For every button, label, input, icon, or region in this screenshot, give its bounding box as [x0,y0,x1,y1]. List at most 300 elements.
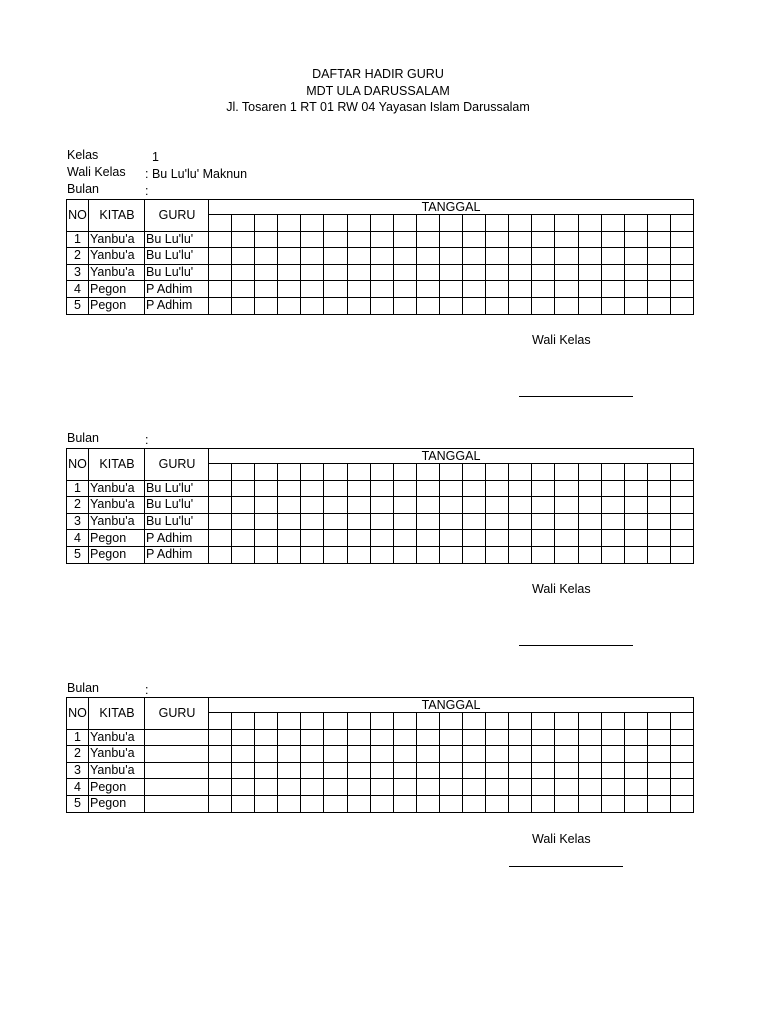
date-header-cell [347,215,370,232]
date-header-cell [255,215,278,232]
attendance-cell [578,746,601,763]
attendance-cell [486,231,509,248]
row-guru [145,779,209,796]
attendance-cell [555,546,578,563]
date-header-cell [393,215,416,232]
date-header-cell [463,713,486,730]
attendance-cell [347,281,370,298]
row-number: 4 [67,281,89,298]
attendance-cell [624,264,647,281]
attendance-cell [393,480,416,497]
attendance-cell [209,530,232,547]
attendance-cell [301,513,324,530]
attendance-cell [463,231,486,248]
attendance-cell [209,281,232,298]
date-header-cell [232,713,255,730]
attendance-cell [393,729,416,746]
attendance-cell [255,480,278,497]
attendance-cell [209,546,232,563]
attendance-cell [555,779,578,796]
attendance-cell [509,729,532,746]
column-header-kitab: KITAB [89,698,145,730]
attendance-cell [278,264,301,281]
attendance-cell [624,530,647,547]
attendance-cell [370,546,393,563]
attendance-cell [578,231,601,248]
attendance-cell [232,795,255,812]
attendance-cell [463,281,486,298]
header-row [67,449,694,464]
attendance-cell [347,546,370,563]
date-header-cell [301,464,324,481]
date-header-cell [555,713,578,730]
bulan-colon: : [145,683,149,697]
row-guru: Bu Lu'lu' [145,497,209,514]
attendance-cell [555,231,578,248]
row-guru: P Adhim [145,281,209,298]
attendance-cell [301,779,324,796]
row-kitab: Pegon [89,779,145,796]
signature-line [519,396,633,397]
table-row [67,779,694,796]
date-header-cell [278,215,301,232]
attendance-cell [439,231,462,248]
attendance-cell [532,297,555,314]
date-header-cell [463,215,486,232]
row-guru [145,795,209,812]
attendance-cell [647,779,670,796]
attendance-cell [324,729,347,746]
attendance-cell [601,795,624,812]
attendance-cell [439,281,462,298]
row-number: 3 [67,264,89,281]
attendance-cell [278,546,301,563]
date-header-cell [486,464,509,481]
attendance-cell [232,530,255,547]
attendance-cell [463,513,486,530]
date-header-cell [393,713,416,730]
attendance-cell [647,795,670,812]
attendance-cell [232,513,255,530]
attendance-cell [324,281,347,298]
date-header-cell [486,713,509,730]
attendance-cell [601,231,624,248]
attendance-cell [509,297,532,314]
attendance-cell [278,762,301,779]
attendance-cell [509,546,532,563]
attendance-cell [624,746,647,763]
date-header-cell [370,464,393,481]
attendance-cell [670,513,693,530]
attendance-cell [509,513,532,530]
attendance-cell [416,231,439,248]
row-kitab: Pegon [89,281,145,298]
date-header-cell [209,215,232,232]
attendance-cell [393,231,416,248]
attendance-cell [509,281,532,298]
attendance-cell [301,264,324,281]
attendance-cell [370,297,393,314]
attendance-cell [393,746,416,763]
attendance-cell [370,264,393,281]
attendance-cell [301,480,324,497]
attendance-cell [601,762,624,779]
row-guru: P Adhim [145,530,209,547]
row-kitab: Pegon [89,546,145,563]
row-kitab: Yanbu'a [89,248,145,265]
attendance-cell [578,513,601,530]
attendance-cell [370,497,393,514]
attendance-cell [393,513,416,530]
attendance-cell [555,513,578,530]
attendance-cell [278,231,301,248]
attendance-cell [301,746,324,763]
attendance-cell [232,729,255,746]
date-header-cell [463,464,486,481]
attendance-cell [347,264,370,281]
attendance-cell [439,264,462,281]
attendance-cell [255,779,278,796]
attendance-cell [486,530,509,547]
attendance-cell [416,513,439,530]
attendance-cell [486,513,509,530]
attendance-cell [278,729,301,746]
attendance-cell [532,746,555,763]
attendance-cell [209,231,232,248]
attendance-cell [463,264,486,281]
document-heading [0,66,756,116]
row-number: 1 [67,231,89,248]
bulan-label: Bulan [67,681,99,695]
date-header-cell [670,215,693,232]
attendance-cell [209,795,232,812]
attendance-cell [578,248,601,265]
attendance-cell [209,248,232,265]
date-header-cell [324,713,347,730]
attendance-cell [232,231,255,248]
row-guru [145,729,209,746]
row-kitab: Yanbu'a [89,264,145,281]
attendance-cell [601,297,624,314]
attendance-cell [416,297,439,314]
attendance-cell [209,746,232,763]
table-row [67,264,694,281]
row-guru: P Adhim [145,546,209,563]
attendance-cell [324,530,347,547]
attendance-cell [624,729,647,746]
attendance-cell [416,746,439,763]
attendance-cell [601,530,624,547]
attendance-cell [486,480,509,497]
attendance-cell [463,497,486,514]
attendance-cell [232,281,255,298]
attendance-cell [647,248,670,265]
attendance-cell [509,795,532,812]
attendance-cell [601,546,624,563]
attendance-cell [509,746,532,763]
row-guru: Bu Lu'lu' [145,480,209,497]
date-header-cell [347,464,370,481]
date-header-cell [509,464,532,481]
date-header-cell [601,215,624,232]
attendance-cell [670,248,693,265]
row-kitab: Yanbu'a [89,729,145,746]
attendance-cell [301,530,324,547]
date-header-cell [393,464,416,481]
table-row [67,729,694,746]
date-header-cell [416,215,439,232]
attendance-cell [601,497,624,514]
date-header-cell [509,713,532,730]
date-header-cell [324,464,347,481]
document-title: DAFTAR HADIR GURU [312,67,444,81]
attendance-cell [301,546,324,563]
attendance-cell [463,480,486,497]
attendance-cell [624,779,647,796]
attendance-cell [232,264,255,281]
attendance-cell [370,248,393,265]
attendance-cell [578,281,601,298]
wali-kelas-signature-label: Wali Kelas [532,333,591,347]
attendance-cell [601,779,624,796]
attendance-cell [393,497,416,514]
attendance-table-3 [66,697,694,813]
table-row [67,746,694,763]
date-header-cell [509,215,532,232]
table-row [67,248,694,265]
table-row [67,480,694,497]
row-guru: Bu Lu'lu' [145,264,209,281]
attendance-cell [347,297,370,314]
row-number: 2 [67,746,89,763]
date-header-cell [255,464,278,481]
attendance-cell [555,497,578,514]
attendance-cell [486,795,509,812]
wali-kelas-signature-label: Wali Kelas [532,832,591,846]
attendance-cell [647,530,670,547]
attendance-cell [347,795,370,812]
attendance-cell [439,746,462,763]
date-header-cell [486,215,509,232]
attendance-cell [532,762,555,779]
attendance-cell [439,248,462,265]
attendance-cell [578,264,601,281]
header-row [67,698,694,713]
attendance-cell [463,530,486,547]
date-header-cell [439,215,462,232]
attendance-cell [578,546,601,563]
column-header-tanggal: TANGGAL [209,449,694,464]
attendance-cell [301,281,324,298]
row-kitab: Yanbu'a [89,762,145,779]
attendance-cell [532,480,555,497]
attendance-cell [255,530,278,547]
attendance-cell [255,513,278,530]
table-row [67,530,694,547]
attendance-cell [647,480,670,497]
row-number: 2 [67,248,89,265]
attendance-cell [416,480,439,497]
header-row [67,200,694,215]
bulan-label: Bulan [67,182,99,196]
attendance-cell [670,795,693,812]
attendance-cell [624,248,647,265]
attendance-cell [624,546,647,563]
row-number: 5 [67,795,89,812]
attendance-cell [509,264,532,281]
row-kitab: Yanbu'a [89,497,145,514]
date-header-cell [278,464,301,481]
column-header-guru: GURU [145,200,209,232]
row-kitab: Yanbu'a [89,231,145,248]
attendance-cell [347,480,370,497]
attendance-cell [324,762,347,779]
column-header-tanggal: TANGGAL [209,200,694,215]
attendance-cell [347,729,370,746]
attendance-cell [486,762,509,779]
column-header-guru: GURU [145,449,209,481]
row-number: 4 [67,530,89,547]
attendance-cell [416,530,439,547]
attendance-cell [486,297,509,314]
attendance-cell [601,746,624,763]
date-header-cell [670,713,693,730]
attendance-cell [393,281,416,298]
row-guru: P Adhim [145,297,209,314]
column-header-no: NO [67,449,89,481]
bulan-colon: : [145,184,149,198]
attendance-cell [670,231,693,248]
attendance-cell [670,729,693,746]
attendance-cell [601,281,624,298]
attendance-cell [278,480,301,497]
attendance-cell [278,530,301,547]
attendance-cell [347,746,370,763]
row-guru: Bu Lu'lu' [145,513,209,530]
attendance-cell [486,248,509,265]
attendance-cell [555,281,578,298]
attendance-cell [232,248,255,265]
attendance-cell [393,546,416,563]
attendance-cell [278,513,301,530]
attendance-cell [670,297,693,314]
attendance-cell [439,497,462,514]
date-header-cell [601,464,624,481]
school-address: Jl. Tosaren 1 RT 01 RW 04 Yayasan Islam Darussalam [226,100,530,114]
table-row [67,231,694,248]
attendance-cell [416,281,439,298]
attendance-cell [532,779,555,796]
attendance-cell [393,248,416,265]
attendance-cell [209,513,232,530]
attendance-cell [301,231,324,248]
row-number: 4 [67,779,89,796]
attendance-cell [555,530,578,547]
row-number: 5 [67,546,89,563]
attendance-cell [509,480,532,497]
attendance-cell [486,497,509,514]
attendance-cell [278,746,301,763]
attendance-cell [324,480,347,497]
attendance-cell [463,795,486,812]
attendance-cell [232,497,255,514]
attendance-cell [232,779,255,796]
attendance-cell [416,729,439,746]
attendance-cell [463,546,486,563]
attendance-cell [209,497,232,514]
attendance-cell [370,231,393,248]
attendance-cell [416,779,439,796]
date-header-cell [624,713,647,730]
attendance-cell [324,248,347,265]
attendance-cell [624,497,647,514]
attendance-cell [647,746,670,763]
attendance-cell [670,762,693,779]
attendance-cell [209,480,232,497]
attendance-cell [416,248,439,265]
attendance-cell [301,497,324,514]
attendance-cell [416,762,439,779]
date-header-cell [209,713,232,730]
attendance-cell [416,497,439,514]
attendance-cell [624,795,647,812]
row-number: 3 [67,513,89,530]
column-header-no: NO [67,200,89,232]
row-number: 1 [67,480,89,497]
attendance-cell [393,530,416,547]
attendance-cell [532,513,555,530]
table-row [67,762,694,779]
wali-kelas-label: Wali Kelas [67,165,126,179]
attendance-cell [532,546,555,563]
attendance-cell [509,530,532,547]
attendance-cell [647,546,670,563]
date-header-cell [555,215,578,232]
attendance-cell [555,264,578,281]
attendance-cell [578,729,601,746]
attendance-cell [555,480,578,497]
attendance-cell [509,231,532,248]
attendance-cell [370,513,393,530]
attendance-cell [624,297,647,314]
attendance-cell [278,497,301,514]
attendance-cell [393,762,416,779]
attendance-cell [393,264,416,281]
attendance-cell [324,297,347,314]
attendance-cell [624,513,647,530]
attendance-cell [439,546,462,563]
attendance-cell [647,497,670,514]
attendance-cell [509,248,532,265]
attendance-cell [532,795,555,812]
table-row [67,281,694,298]
attendance-cell [439,729,462,746]
attendance-cell [624,231,647,248]
attendance-cell [255,264,278,281]
date-header-cell [301,215,324,232]
date-header-cell [647,215,670,232]
table-row [67,795,694,812]
row-kitab: Yanbu'a [89,480,145,497]
signature-line [509,866,623,867]
attendance-cell [370,281,393,298]
attendance-cell [670,546,693,563]
attendance-cell [255,546,278,563]
attendance-cell [370,729,393,746]
attendance-cell [647,264,670,281]
attendance-cell [324,546,347,563]
attendance-cell [555,795,578,812]
